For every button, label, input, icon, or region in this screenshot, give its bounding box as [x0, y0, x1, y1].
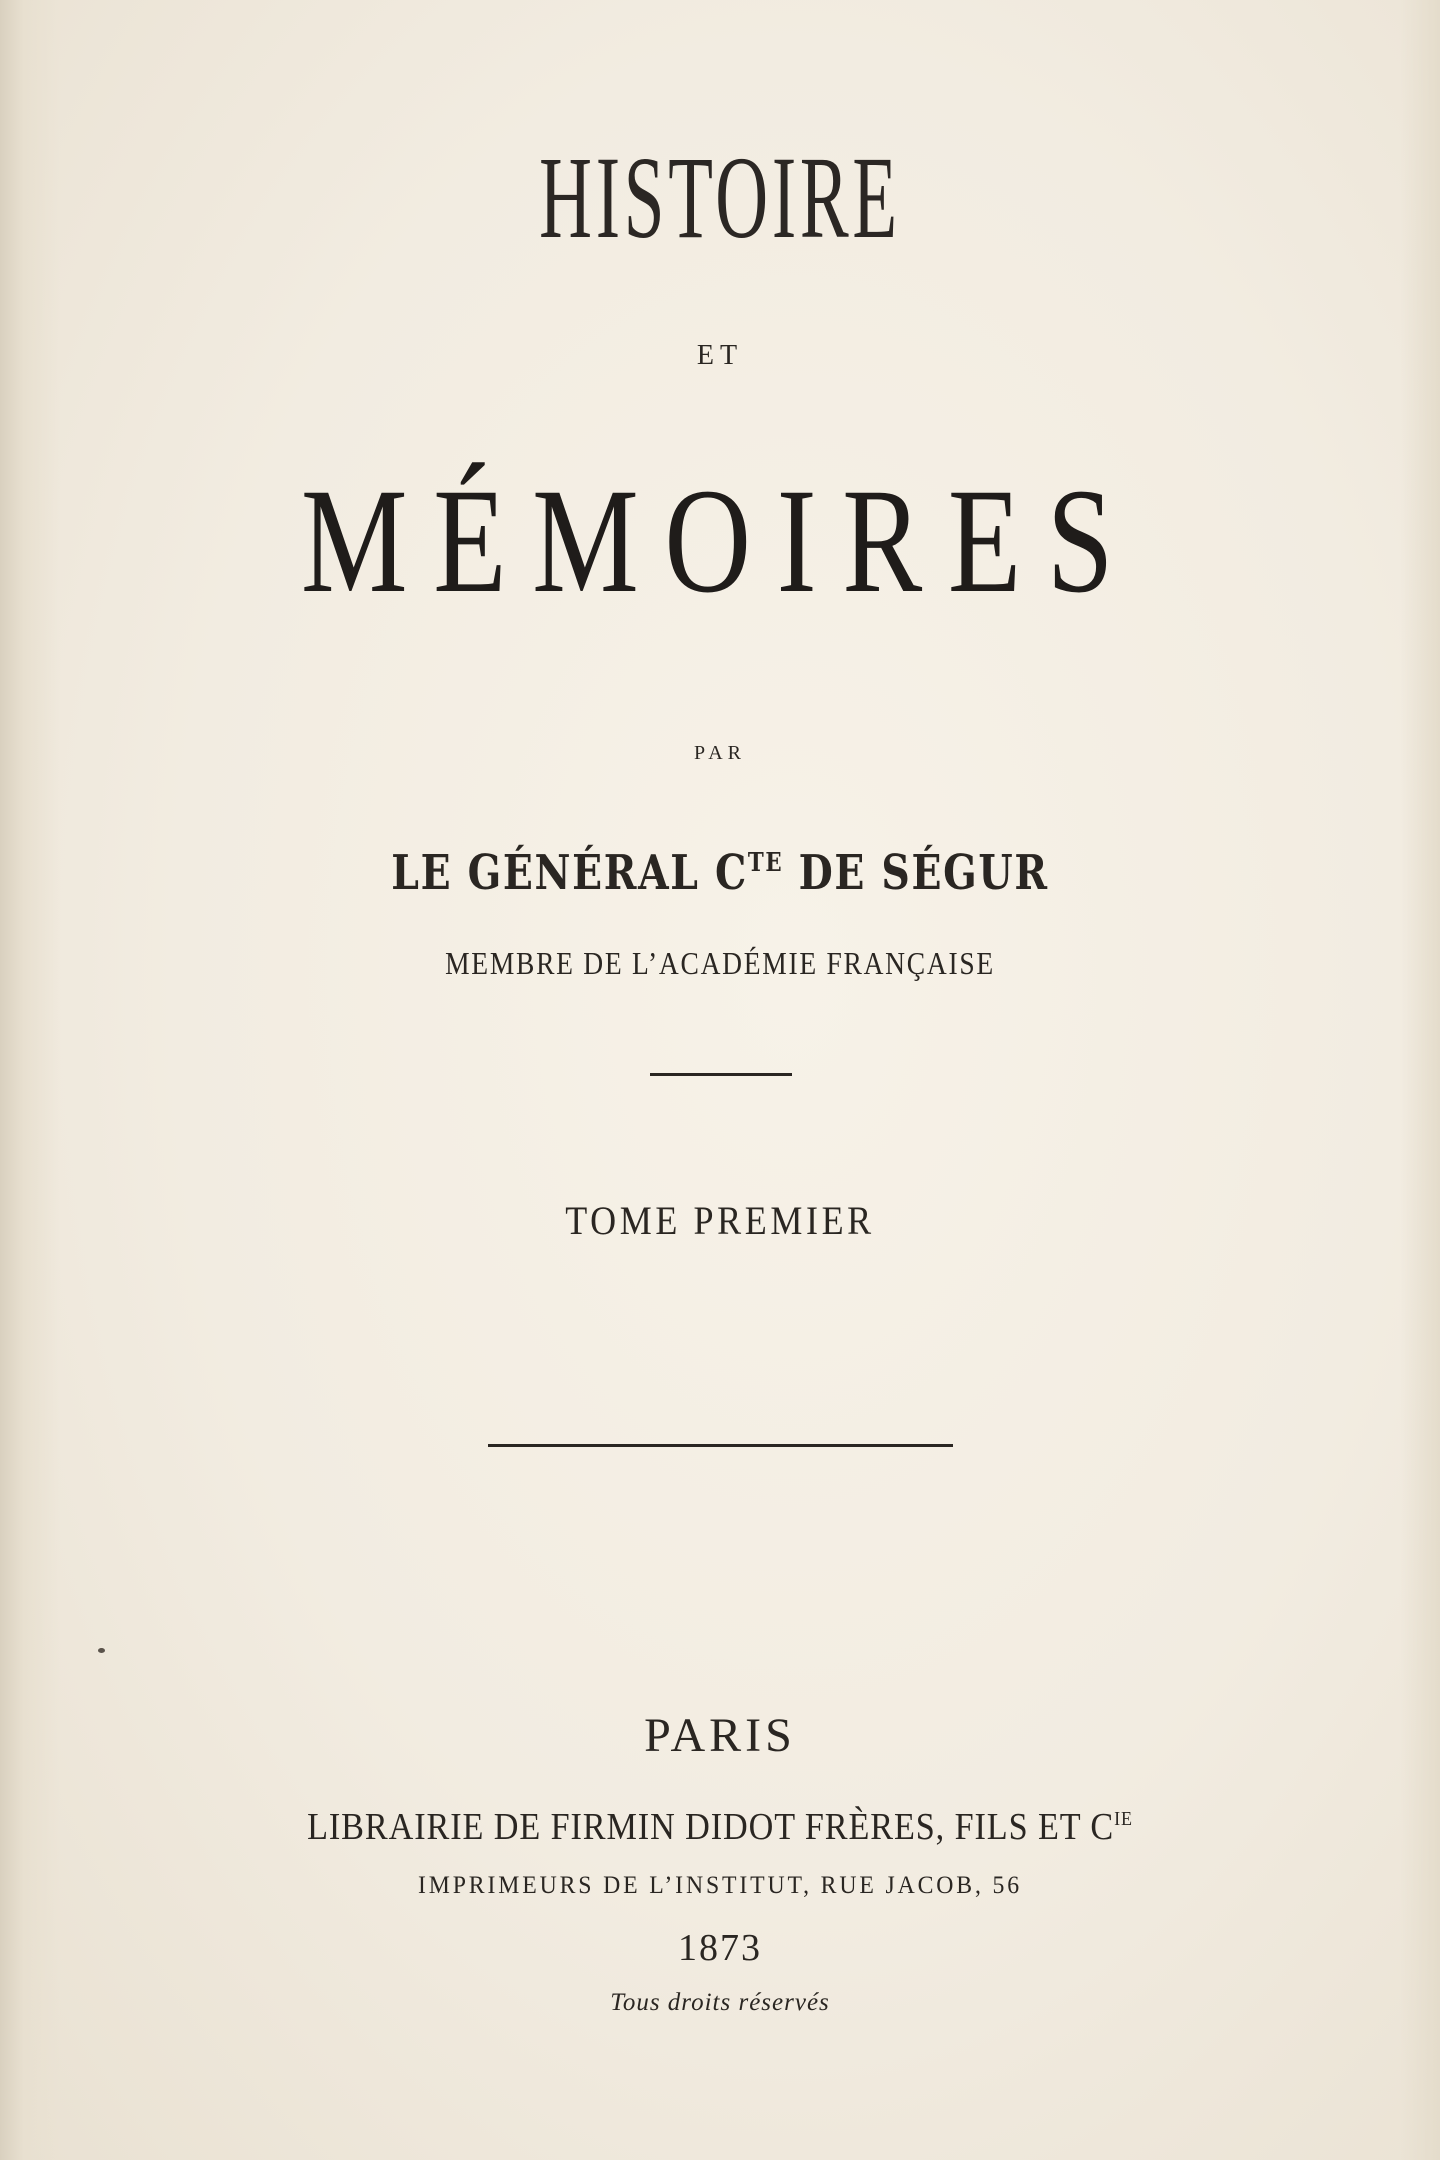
imprint-city: PARIS [644, 1709, 796, 1762]
publisher-main: LIBRAIRIE DE FIRMIN DIDOT FRÈRES, FILS ET C [307, 1806, 1115, 1848]
author-superscript: TE [747, 848, 784, 878]
author-name [130, 845, 1311, 901]
imprint-year: 1873 [678, 1927, 762, 1969]
by-line: PAR [693, 742, 747, 764]
paper-speck [98, 1648, 105, 1653]
author-affiliation: MEMBRE DE L’ACADÉMIE FRANÇAISE [445, 945, 995, 981]
volume-label: TOME PREMIER [565, 1198, 875, 1243]
imprint-printer: IMPRIMEURS DE L’INSTITUT, RUE JACOB, 56 [418, 1872, 1022, 1899]
title-connector: ET [696, 340, 744, 371]
publisher-superscript: IE [1114, 1808, 1133, 1830]
book-gutter-shadow [0, 0, 60, 2160]
title-memoires: MÉMOIRES [300, 458, 1140, 624]
title-histoire: HISTOIRE [539, 132, 901, 263]
long-divider [488, 1444, 953, 1447]
author-suffix: DE SÉGUR [783, 845, 1049, 901]
rights-notice: Tous droits réservés [610, 1989, 830, 2016]
imprint-publisher [72, 1805, 1368, 1849]
page-edge-shadow [1400, 0, 1440, 2160]
short-divider [650, 1073, 792, 1076]
author-prefix: LE GÉNÉRAL C [391, 845, 748, 901]
